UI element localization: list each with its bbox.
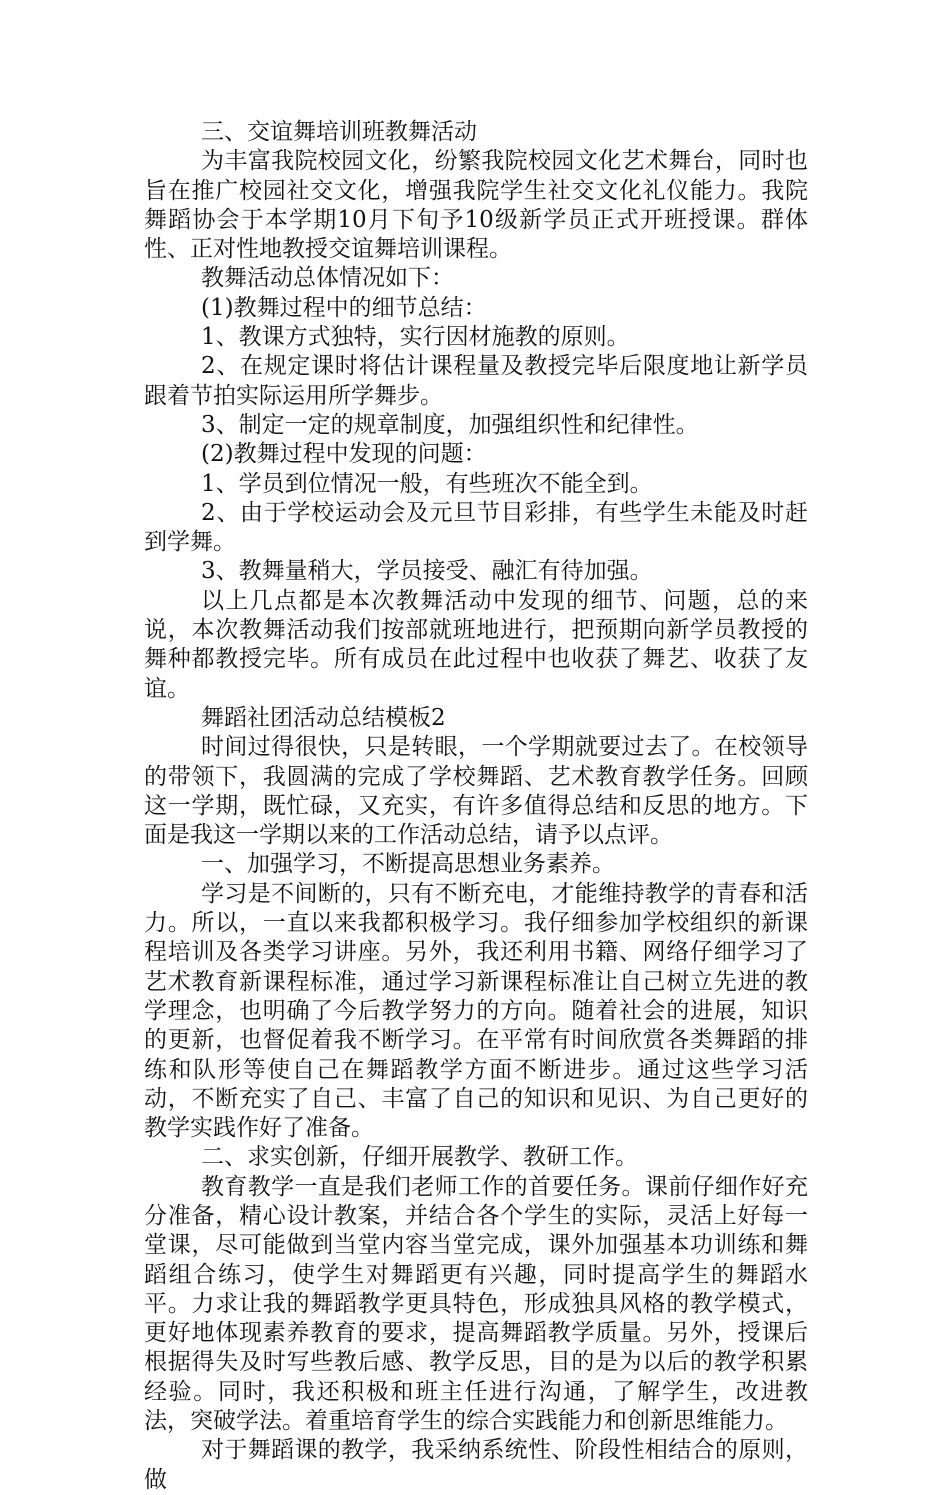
list-item: 3、制定一定的规章制度，加强组织性和纪律性。 [201, 411, 699, 438]
paragraph: 对于舞蹈课的教学，我采纳系统性、阶段性相结合的原则，做 [144, 1437, 808, 1493]
list-item: 2、由于学校运动会及元旦节目彩排，有些学生未能及时赶到学舞。 [144, 499, 808, 556]
section-heading: 一、加强学习，不断提高思想业务素养。 [201, 851, 615, 878]
paragraph: 教育教学一直是我们老师工作的首要任务。课前仔细作好充分准备，精心设计教案，并结合各个学生的实际，灵活上好每一堂课，尽可能做到当堂内容当堂完成，课外加强基本功训练和舞蹈组合练习，使学生对舞蹈更有兴趣，同时提高学生的舞蹈水平。力求让我的舞蹈教学更具特色，形成独具风格的教学模式，更好地体现素养教育的要求，提高舞蹈教学质量。另外，授课后根据得失及时写些教后感、教学反思，目的是为以后的教学积累经验。同时，我还积极和班主任进行沟通，了解学生，改进教法，突破学法。着重培育学生的综合实践能力和创新思维能力。 [144, 1173, 808, 1435]
paragraph: 学习是不间断的，只有不断充电，才能维持教学的青春和活力。所以，一直以来我都积极学习。我仔细参加学校组织的新课程培训及各类学习讲座。另外，我还利用书籍、网络仔细学习了艺术教育新课程标准，通过学习新课程标准让自己树立先进的教学理念，也明确了今后教学努力的方向。随着社会的进展，知识的更新，也督促着我不断学习。在平常有时间欣赏各类舞蹈的排练和队形等使自己在舞蹈教学方面不断进步。通过这些学习活动，不断充实了自己、丰富了自己的知识和见识、为自己更好的教学实践作好了准备。 [144, 880, 808, 1142]
list-item: 2、在规定课时将估计课程量及教授完毕后限度地让新学员跟着节拍实际运用所学舞步。 [144, 353, 808, 409]
section-heading: 舞蹈社团活动总结模板2 [201, 704, 446, 731]
list-heading: (2)教舞过程中发现的问题： [201, 441, 487, 468]
paragraph: 以上几点都是本次教舞活动中发现的细节、问题，总的来说，本次教舞活动我们按部就班地进行，把预期向新学员教授的舞种都教授完毕。所有成员在此过程中也收获了舞艺、收获了友谊。 [144, 587, 808, 702]
list-item: 3、教舞量稍大，学员接受、融汇有待加强。 [201, 558, 653, 585]
section-heading: 三、交谊舞培训班教舞活动 [201, 119, 477, 145]
paragraph: 时间过得很快，只是转眼，一个学期就要过去了。在校领导的带领下，我圆满的完成了学校舞蹈、艺术教育教学任务。回顾这一学期，既忙碌，又充实，有许多值得总结和反思的地方。下面是我这一学期以来的工作活动总结，请予以点评。 [144, 734, 808, 849]
list-heading: (1)教舞过程中的细节总结： [201, 294, 487, 321]
paragraph: 教舞活动总体情况如下： [201, 265, 454, 292]
paragraph: 为丰富我院校园文化，纷繁我院校园文化艺术舞台，同时也旨在推广校园社交文化，增强我院学生社交文化礼仪能力。我院舞蹈协会于本学期10月下旬予10级新学员正式开班授课。群体性、正对性地教授交谊舞培训课程。 [144, 148, 808, 263]
document-body [144, 118, 808, 1495]
section-heading: 二、求实创新，仔细开展教学、教研工作。 [201, 1144, 638, 1171]
list-item: 1、教课方式独特，实行因材施教的原则。 [201, 324, 630, 351]
list-item: 1、学员到位情况一般，有些班次不能全到。 [201, 470, 653, 497]
